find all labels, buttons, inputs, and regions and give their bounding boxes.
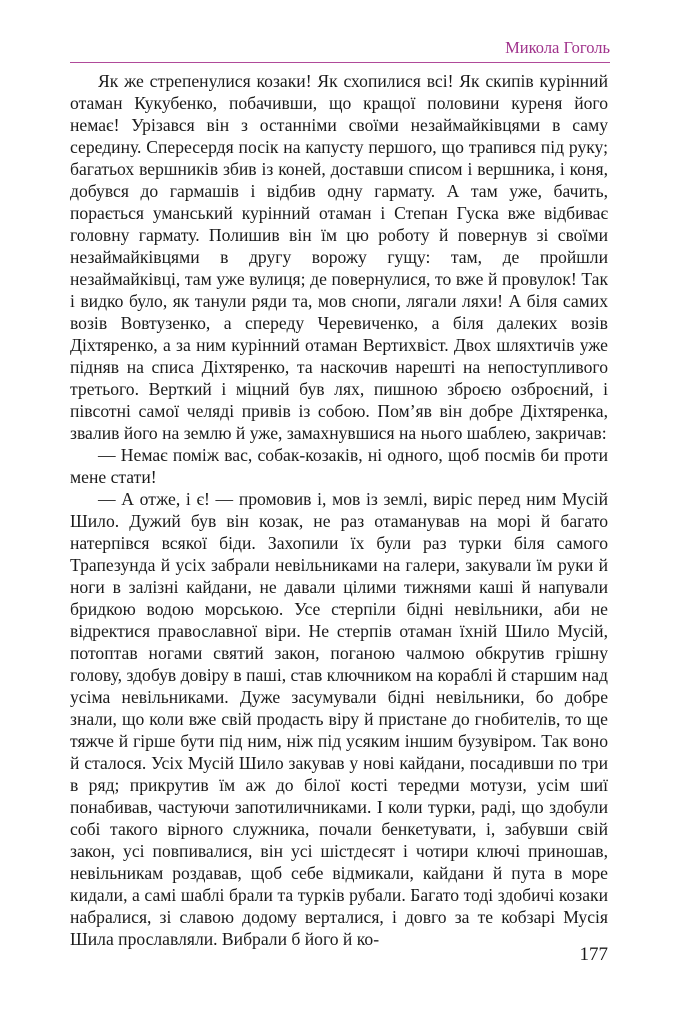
paragraph: — Немає поміж вас, собак-козаків, ні одного, щоб посмів би проти мене стати! bbox=[70, 445, 608, 487]
page-number: 177 bbox=[579, 944, 608, 965]
paragraph: — А отже, і є! — промовив і, мов із землі, виріс перед ним Мусій Шило. Дужий був він козак, не раз отаманував на морі й багато натерпівся всякої біди. Захопили їх були раз турки біля самого Трапезунда й усіх забрали невільниками на галери, закували їм руки й ноги в залізні кайдани, не давали цілими тижнями каші й напували бридкою водою морською. Усе стерпіли бідні невільники, аби не відректися православної віри. Не стерпів отаман їхній Шило Мусій, потоптав ногами святий закон, поганою чалмою обкрутив грішну голову, здобув довіру в паші, став ключником на кораблі й старшим над усіма невільниками. Дуже засумували бідні невільники, бо добре знали, що коли вже свій продасть віру й пристане до гнобителів, то ще тяжче й гірше бути під ним, ніж під усяким іншим бузувіром. Так воно й сталося. Усіх Мусій Шило закував у нові кайдани, посадивши по три в ряд; прикрутив їм аж до білої кості тередми мотузи, усім шиї понабивав, частуючи запотиличниками. І коли турки, раді, що здобули собі такого вірного служника, почали бенкетувати, і, забувши свій закон, усі повпивалися, він усі шістдесят і чотири ключі приношав, невільникам роздавав, щоб себе відмикали, кайдани й пута в море кидали, а самі шаблі брали та турків рубали. Багато тоді здобичі козаки набралися, зі славою додому верталися, і довго за те кобзарі Мусія Шила прославляли. Вибрали б його й ко- bbox=[70, 489, 608, 949]
paragraph: Як же стрепенулися козаки! Як схопилися всі! Як скипів курінний отаман Кукубенко, побачивши, що кращої половини куреня його немає! Урізався він з останніми своїми незаймайківцями в саму середину. Спересердя посік на капусту першого, що трапився під руку; багатьох вершників збив із коней, доставши списом і вершника, і коня, добувся до гармашів і відбив одну гармату. А там уже, бачить, порається уманський курінний отаман і Степан Гуска вже відбиває головну гармату. Полишив він їм цю роботу й повернув зі своїми незаймайківцями в другу ворожу гущу: там, де пройшли незаймайківці, там уже вулиця; де повернулися, то вже й провулок! Так і видко було, як танули ряди та, мов снопи, лягали ляхи! А біля самих возів Вовтузенко, а спереду Черевиченко, а біля далеких возів Діхтяренко, а за ним курінний отаман Вертихвіст. Двох шляхтичів уже підняв на списа Діхтяренко, та наскочив нарешті на непоступливого третього. Верткий і міцний був лях, пишною зброєю озброєний, і півсотні самої челяді привів із собою. Пом’яв він добре Діхтяренка, звалив його на землю й уже, замахнувшися на нього шаблею, закричав: bbox=[70, 71, 608, 443]
running-header bbox=[70, 36, 610, 63]
body-text bbox=[70, 70, 608, 950]
header-author: Микола Гоголь bbox=[505, 38, 610, 57]
